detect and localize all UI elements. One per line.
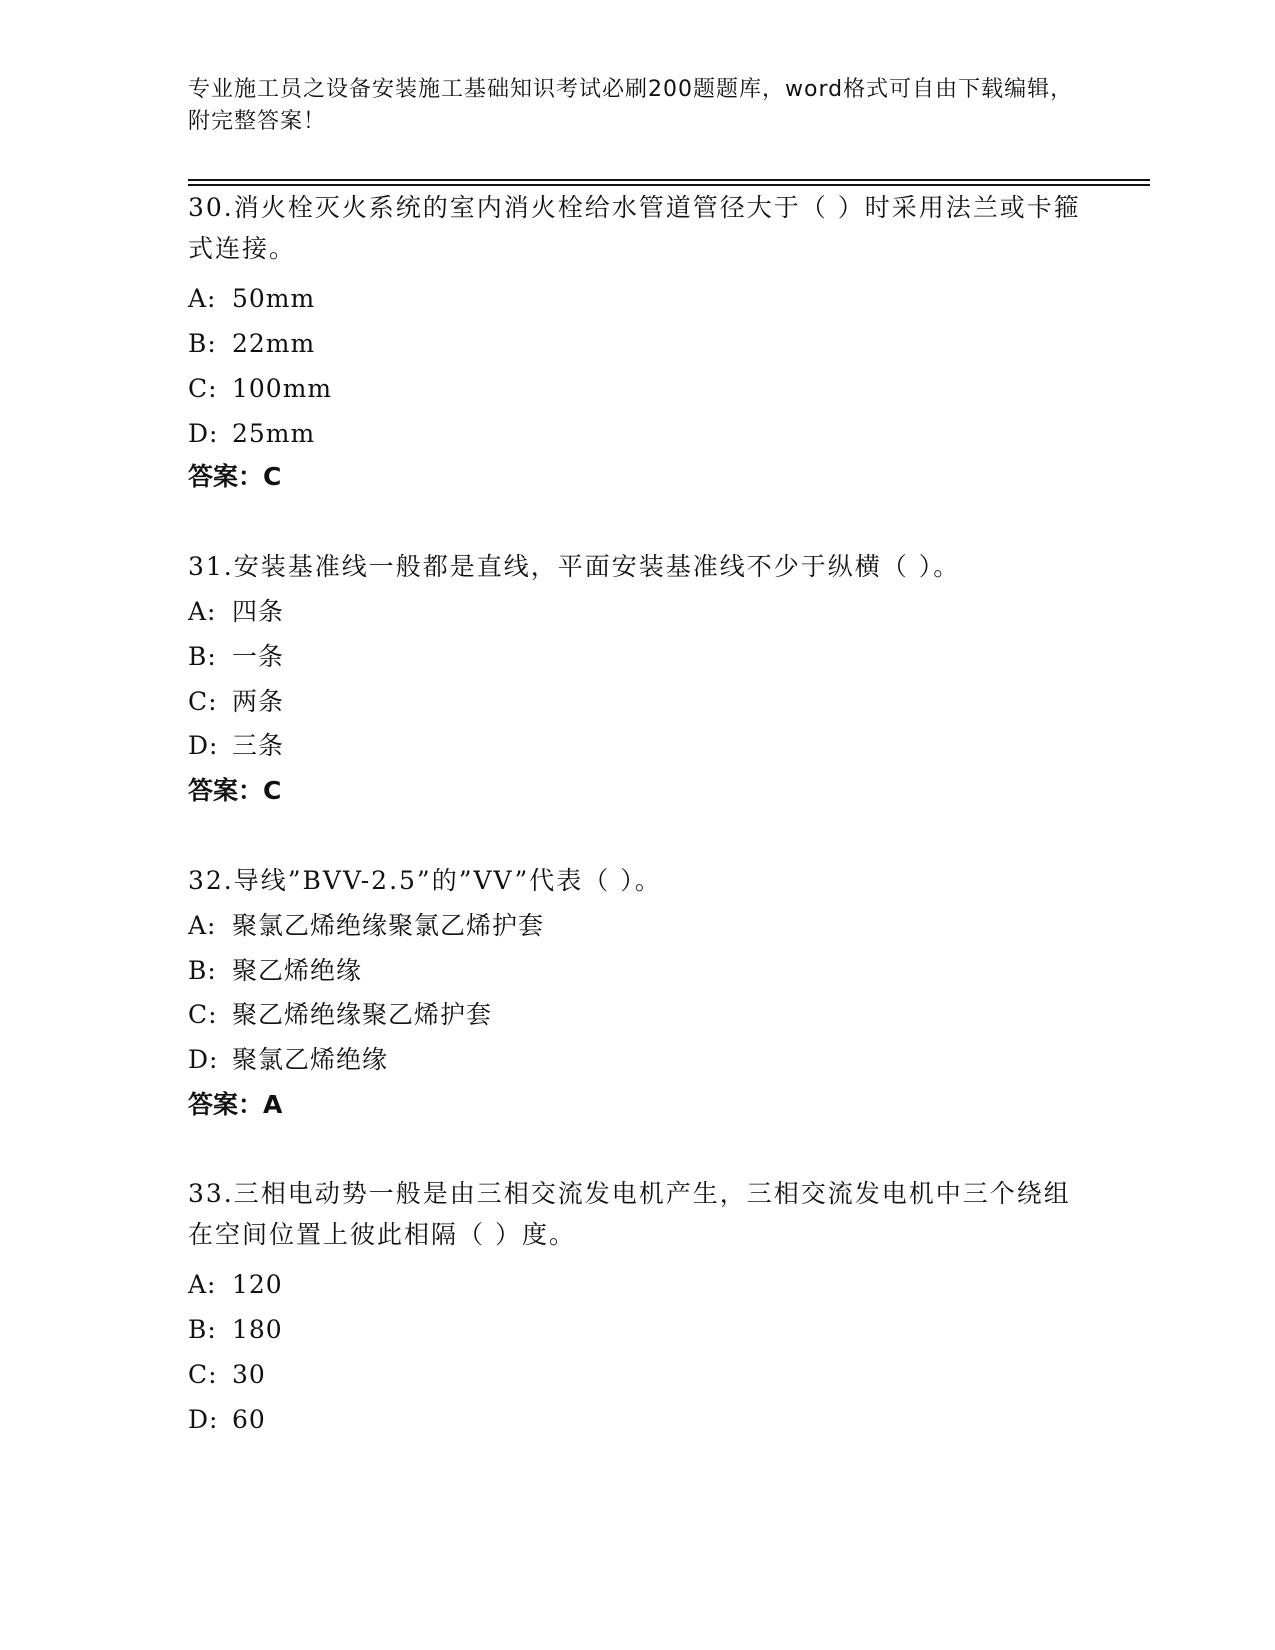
option-text: 100mm — [232, 374, 333, 403]
question-33-option-c — [188, 1360, 266, 1390]
option-label: C: — [188, 1000, 218, 1029]
option-label: B: — [188, 329, 217, 358]
option-label: D: — [188, 419, 219, 448]
option-text: 聚氯乙烯绝缘 — [232, 1045, 389, 1074]
option-text: 25mm — [232, 419, 316, 448]
option-text: 四条 — [232, 597, 285, 626]
option-text: 聚乙烯绝缘 — [232, 956, 363, 985]
question-30-option-c — [188, 374, 332, 404]
option-label: A: — [188, 1270, 217, 1299]
question-30-option-d — [188, 419, 315, 449]
question-31-option-c — [188, 687, 284, 717]
question-33-option-d — [188, 1405, 266, 1435]
question-32-option-d — [188, 1045, 388, 1075]
question-32-option-c — [188, 1000, 492, 1030]
option-text: 聚氯乙烯绝缘聚氯乙烯护套 — [232, 911, 545, 940]
question-32-option-a — [188, 911, 544, 941]
option-label: B: — [188, 1315, 217, 1344]
option-label: D: — [188, 1045, 219, 1074]
question-31-option-a — [188, 597, 284, 627]
option-text: 两条 — [232, 687, 285, 716]
question-30-option-a — [188, 284, 315, 314]
option-label: D: — [188, 731, 219, 760]
option-label: A: — [188, 284, 217, 313]
option-label: C: — [188, 687, 218, 716]
question-32-text: 32.导线”BVV-2.5”的”VV”代表（ ）。 — [188, 866, 662, 895]
question-31-text: 31.安装基准线一般都是直线，平面安装基准线不少于纵横（ ）。 — [188, 552, 961, 581]
option-label: A: — [188, 597, 217, 626]
question-32-option-b — [188, 956, 362, 986]
question-30-text: 30.消火栓灭火系统的室内消火栓给水管道管径大于（ ）时采用法兰或卡箍式连接。 — [188, 193, 1081, 263]
option-text: 30 — [232, 1360, 266, 1389]
option-label: B: — [188, 642, 217, 671]
header-rule-top — [188, 179, 1150, 181]
document-header: 专业施工员之设备安装施工基础知识考试必刷200题题库，word格式可自由下载编辑，附完整答案！ — [188, 77, 1074, 134]
option-text: 120 — [232, 1270, 283, 1299]
question-33-option-b — [188, 1315, 283, 1345]
question-30-answer: 答案：C — [188, 462, 282, 491]
option-label: C: — [188, 1360, 218, 1389]
option-label: A: — [188, 911, 217, 940]
header-rule-bottom — [188, 184, 1150, 186]
option-label: B: — [188, 956, 217, 985]
question-31-option-d — [188, 731, 284, 761]
option-text: 22mm — [232, 329, 316, 358]
question-32-answer: 答案：A — [188, 1090, 283, 1119]
option-label: D: — [188, 1405, 219, 1434]
option-text: 聚乙烯绝缘聚乙烯护套 — [232, 1000, 493, 1029]
question-33-text: 33.三相电动势一般是由三相交流发电机产生，三相交流发电机中三个绕组在空间位置上彼此相隔（ ）度。 — [188, 1179, 1071, 1249]
question-31-answer: 答案：C — [188, 776, 282, 805]
option-label: C: — [188, 374, 218, 403]
option-text: 三条 — [232, 731, 285, 760]
option-text: 60 — [232, 1405, 266, 1434]
question-30-option-b — [188, 329, 315, 359]
question-31-option-b — [188, 642, 284, 672]
question-33-option-a — [188, 1270, 283, 1300]
option-text: 180 — [232, 1315, 283, 1344]
option-text: 50mm — [232, 284, 316, 313]
option-text: 一条 — [232, 642, 285, 671]
